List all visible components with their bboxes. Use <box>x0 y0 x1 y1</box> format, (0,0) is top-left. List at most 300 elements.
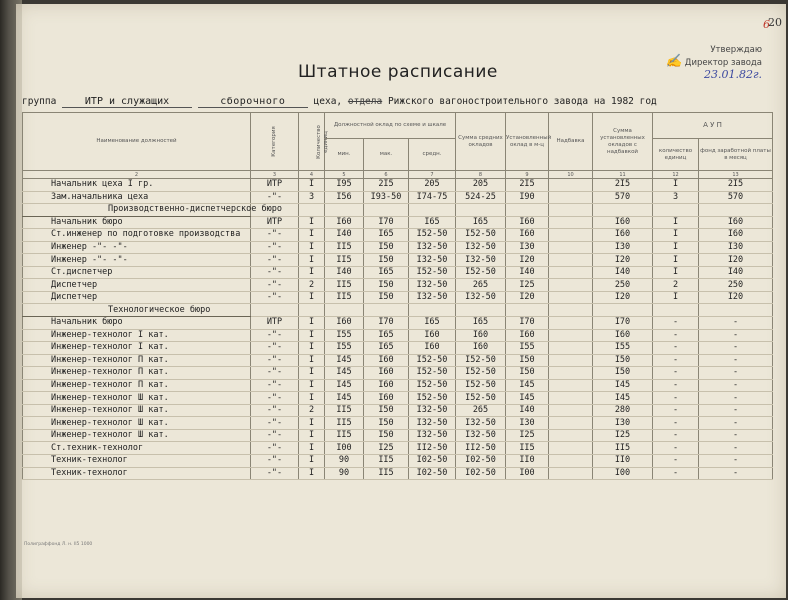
cell-min: I55 <box>325 329 364 342</box>
cell-avg: I32-50 <box>409 279 456 292</box>
cell-aupf: I40 <box>699 266 773 279</box>
column-number: 12 <box>653 171 699 179</box>
cell-est: I30 <box>506 417 549 430</box>
cell-sumest <box>593 204 653 217</box>
cell-max: I50 <box>364 429 409 442</box>
position-name: Техник-технолог <box>23 467 251 480</box>
position-name: Инженер-технолог Ш кат. <box>23 392 251 405</box>
cell-est: I45 <box>506 379 549 392</box>
cell-aupf: 2I5 <box>699 179 773 192</box>
cell-count: I <box>299 392 325 405</box>
table-row <box>23 279 773 292</box>
cell-aupc <box>653 304 699 317</box>
cell-bonus <box>549 379 593 392</box>
cell-min: I60 <box>325 216 364 229</box>
cell-avg: I02-50 <box>409 467 456 480</box>
cell-cat: -"- <box>251 367 299 380</box>
position-name: Инженер -"- -"- <box>23 254 251 267</box>
cell-count: I <box>299 229 325 242</box>
approval-line1: Утверждаю <box>710 45 762 55</box>
cell-cat: ИТР <box>251 216 299 229</box>
cell-aupf: - <box>699 329 773 342</box>
cell-aupc: I <box>653 254 699 267</box>
position-name: Инженер-технолог П кат. <box>23 379 251 392</box>
cell-aupc <box>653 204 699 217</box>
cell-count: 2 <box>299 279 325 292</box>
cell-avg: I32-50 <box>409 291 456 304</box>
struck-word: отдела <box>347 96 383 107</box>
approval-block <box>666 44 762 81</box>
column-number: 3 <box>251 171 299 179</box>
cell-min: I56 <box>325 191 364 204</box>
table-row <box>23 404 773 417</box>
cell-sumest: II0 <box>593 455 653 468</box>
cell-sumest: I50 <box>593 367 653 380</box>
print-footer: Полиграффонд Л. н. II5 1000 <box>24 542 93 547</box>
table-row <box>23 442 773 455</box>
cell-max: I65 <box>364 329 409 342</box>
cell-count: 2 <box>299 404 325 417</box>
cell-bonus <box>549 429 593 442</box>
table-row <box>23 317 773 330</box>
cell-aupf: - <box>699 429 773 442</box>
cell-cat: ИТР <box>251 179 299 192</box>
col-bonus-header: Надбавка <box>549 113 593 171</box>
cell-max: II5 <box>364 455 409 468</box>
cell-aupc: - <box>653 329 699 342</box>
cell-sumest: I45 <box>593 392 653 405</box>
position-name: Инженер-технолог П кат. <box>23 367 251 380</box>
cell-est: I55 <box>506 342 549 355</box>
cell-aupf: - <box>699 317 773 330</box>
cell-count: I <box>299 354 325 367</box>
cell-sum: 265 <box>456 404 506 417</box>
cell-est: I40 <box>506 404 549 417</box>
cell-max: I93-50 <box>364 191 409 204</box>
cell-est: I45 <box>506 392 549 405</box>
cell-est: I60 <box>506 216 549 229</box>
cell-aupc: - <box>653 455 699 468</box>
cell-sumest: I60 <box>593 329 653 342</box>
cell-bonus <box>549 367 593 380</box>
cell-sumest: I30 <box>593 241 653 254</box>
cell-count: I <box>299 417 325 430</box>
column-number: 9 <box>506 171 549 179</box>
cell-bonus <box>549 417 593 430</box>
column-number: 4 <box>299 171 325 179</box>
table-row <box>23 254 773 267</box>
cell-max: I50 <box>364 404 409 417</box>
col-aup-fund-header: фонд заработной платы в месяц <box>699 139 773 171</box>
cell-avg: I32-50 <box>409 429 456 442</box>
cell-bonus <box>549 229 593 242</box>
col-aup-count-header: количество единиц <box>653 139 699 171</box>
section-row <box>23 204 773 217</box>
cell-sum: I02-50 <box>456 455 506 468</box>
position-name: Инженер-технолог Ш кат. <box>23 417 251 430</box>
cell-max: I70 <box>364 216 409 229</box>
cell-aupc: - <box>653 392 699 405</box>
col-sum-avg-header: Сумма средних окладов <box>456 113 506 171</box>
cell-aupc: - <box>653 429 699 442</box>
cell-aupc: - <box>653 379 699 392</box>
cell-aupc: - <box>653 367 699 380</box>
cell-cat <box>251 304 299 317</box>
cell-count: I <box>299 429 325 442</box>
cell-max: I60 <box>364 367 409 380</box>
cell-bonus <box>549 442 593 455</box>
cell-count: I <box>299 254 325 267</box>
cell-sum: II2-50 <box>456 442 506 455</box>
group-label: группа <box>22 96 57 107</box>
table-row <box>23 367 773 380</box>
position-name: Инженер -"- -"- <box>23 241 251 254</box>
cell-sumest: I45 <box>593 379 653 392</box>
cell-sum: I32-50 <box>456 254 506 267</box>
cell-min: II5 <box>325 291 364 304</box>
table-row <box>23 329 773 342</box>
cell-est <box>506 204 549 217</box>
section-row <box>23 304 773 317</box>
column-number: 5 <box>325 171 364 179</box>
cell-min: II5 <box>325 417 364 430</box>
col-salary-group-header: Должностной оклад по схеме и шкале <box>325 113 456 139</box>
cell-sumest: I55 <box>593 342 653 355</box>
cell-aupf: 250 <box>699 279 773 292</box>
cell-est <box>506 304 549 317</box>
cell-max: I60 <box>364 354 409 367</box>
cell-avg: I74-75 <box>409 191 456 204</box>
cell-aupf: - <box>699 342 773 355</box>
cell-sumest: I40 <box>593 266 653 279</box>
cell-bonus <box>549 329 593 342</box>
cell-cat: -"- <box>251 392 299 405</box>
cell-sumest: 2I5 <box>593 179 653 192</box>
cell-max: I65 <box>364 229 409 242</box>
cell-max: I60 <box>364 379 409 392</box>
year-label: на 1982 год <box>593 96 657 107</box>
table-row <box>23 417 773 430</box>
cell-count <box>299 204 325 217</box>
column-number: 6 <box>364 171 409 179</box>
cell-sum <box>456 204 506 217</box>
cell-cat: -"- <box>251 279 299 292</box>
cell-sum: I52-50 <box>456 392 506 405</box>
cell-sum: I52-50 <box>456 229 506 242</box>
cell-max: I50 <box>364 291 409 304</box>
cell-aupc: 2 <box>653 279 699 292</box>
cell-avg: I52-50 <box>409 392 456 405</box>
cell-cat: -"- <box>251 442 299 455</box>
cell-sumest <box>593 304 653 317</box>
cell-aupf: - <box>699 379 773 392</box>
cell-sumest: I20 <box>593 254 653 267</box>
cell-est: I60 <box>506 229 549 242</box>
cell-count: I <box>299 317 325 330</box>
table-row <box>23 266 773 279</box>
cell-max <box>364 304 409 317</box>
cell-bonus <box>549 266 593 279</box>
cell-count: I <box>299 216 325 229</box>
cell-aupf: I60 <box>699 229 773 242</box>
cell-avg: I32-50 <box>409 417 456 430</box>
cell-est: I30 <box>506 241 549 254</box>
cell-aupf: - <box>699 354 773 367</box>
cell-sumest: I50 <box>593 354 653 367</box>
cell-cat: ИТР <box>251 317 299 330</box>
cell-max: I50 <box>364 279 409 292</box>
cell-avg: II2-50 <box>409 442 456 455</box>
page-mark-number: 20 <box>768 16 782 29</box>
cell-min: I00 <box>325 442 364 455</box>
signature-icon: ✍ <box>665 54 683 69</box>
cell-avg: I32-50 <box>409 404 456 417</box>
cell-aupc: - <box>653 354 699 367</box>
cell-min: I95 <box>325 179 364 192</box>
cell-max: 2I5 <box>364 179 409 192</box>
cell-max: I70 <box>364 317 409 330</box>
cell-sumest: 250 <box>593 279 653 292</box>
cell-aupc: - <box>653 467 699 480</box>
cell-aupc: - <box>653 417 699 430</box>
cell-aupc: - <box>653 404 699 417</box>
cell-max: II5 <box>364 467 409 480</box>
cell-bonus <box>549 279 593 292</box>
cell-min <box>325 304 364 317</box>
cell-count: I <box>299 329 325 342</box>
column-number: 7 <box>409 171 456 179</box>
cell-est: II0 <box>506 455 549 468</box>
cell-cat: -"- <box>251 291 299 304</box>
table-row <box>23 392 773 405</box>
document-sheet <box>16 4 786 598</box>
cell-sum: I60 <box>456 342 506 355</box>
cell-cat: -"- <box>251 467 299 480</box>
cell-cat: -"- <box>251 241 299 254</box>
cell-avg: I60 <box>409 342 456 355</box>
cell-sum: I52-50 <box>456 379 506 392</box>
cell-min: II5 <box>325 254 364 267</box>
position-name: Ст.инженер по подготовке производства <box>23 229 251 242</box>
cell-aupf: I20 <box>699 291 773 304</box>
cell-aupf: - <box>699 417 773 430</box>
cell-min: I45 <box>325 392 364 405</box>
org-name: Рижского вагоностроительного завода <box>387 96 589 107</box>
cell-bonus <box>549 191 593 204</box>
cell-aupc: - <box>653 342 699 355</box>
cell-sumest: II5 <box>593 442 653 455</box>
cell-avg: I65 <box>409 216 456 229</box>
table-row <box>23 342 773 355</box>
cell-est: I00 <box>506 467 549 480</box>
table-row <box>23 229 773 242</box>
cell-aupc: I <box>653 266 699 279</box>
table-row <box>23 379 773 392</box>
cell-sum: I52-50 <box>456 266 506 279</box>
cell-min: 90 <box>325 467 364 480</box>
cell-est: II5 <box>506 442 549 455</box>
cell-bonus <box>549 354 593 367</box>
cell-cat: -"- <box>251 342 299 355</box>
cell-min: I40 <box>325 229 364 242</box>
cell-min: I45 <box>325 379 364 392</box>
cell-cat: -"- <box>251 329 299 342</box>
table-row <box>23 467 773 480</box>
staff-table <box>22 112 773 480</box>
cell-bonus <box>549 317 593 330</box>
col-established-header: Установленный оклад в м-ц <box>506 113 549 171</box>
cell-sumest: I60 <box>593 216 653 229</box>
cell-sumest: I00 <box>593 467 653 480</box>
cell-avg: I52-50 <box>409 266 456 279</box>
table-row <box>23 455 773 468</box>
cell-aupc: - <box>653 442 699 455</box>
cell-count: I <box>299 179 325 192</box>
table-row <box>23 241 773 254</box>
cell-aupf: - <box>699 455 773 468</box>
column-number: 8 <box>456 171 506 179</box>
cell-avg: 205 <box>409 179 456 192</box>
cell-bonus <box>549 304 593 317</box>
cell-count: I <box>299 379 325 392</box>
page-mark-red: 6 <box>763 18 770 31</box>
position-name: Техник-технолог <box>23 455 251 468</box>
cell-bonus <box>549 204 593 217</box>
cell-bonus <box>549 179 593 192</box>
cell-sum: I52-50 <box>456 354 506 367</box>
table-row <box>23 354 773 367</box>
cell-aupc: I <box>653 291 699 304</box>
cell-sum: I52-50 <box>456 367 506 380</box>
cell-aupf: - <box>699 404 773 417</box>
cell-max: I65 <box>364 266 409 279</box>
col-name-header: Наименование должностей <box>23 113 251 171</box>
cell-est: 2I5 <box>506 179 549 192</box>
col-avg-header: средн. <box>409 139 456 171</box>
cell-avg: I32-50 <box>409 241 456 254</box>
table-row <box>23 291 773 304</box>
cell-max: I65 <box>364 342 409 355</box>
cell-cat: -"- <box>251 455 299 468</box>
cell-aupf <box>699 304 773 317</box>
cell-cat: -"- <box>251 266 299 279</box>
cell-aupc: I <box>653 216 699 229</box>
cell-sum: 265 <box>456 279 506 292</box>
cell-sumest: 570 <box>593 191 653 204</box>
col-category-header: Категория <box>251 113 299 171</box>
cell-aupf: - <box>699 467 773 480</box>
cell-sum <box>456 304 506 317</box>
col-max-header: мак. <box>364 139 409 171</box>
cell-count: I <box>299 241 325 254</box>
cell-aupf: - <box>699 392 773 405</box>
cell-bonus <box>549 216 593 229</box>
position-name: Диспетчер <box>23 279 251 292</box>
column-number-row <box>23 171 773 179</box>
cell-avg: I52-50 <box>409 229 456 242</box>
shop-label: цеха, <box>313 96 343 107</box>
cell-sum: I65 <box>456 317 506 330</box>
cell-bonus <box>549 392 593 405</box>
cell-avg: I52-50 <box>409 354 456 367</box>
cell-sum: 205 <box>456 179 506 192</box>
cell-cat: -"- <box>251 379 299 392</box>
cell-max: I60 <box>364 392 409 405</box>
cell-avg: I52-50 <box>409 379 456 392</box>
position-name: Инженер-технолог П кат. <box>23 354 251 367</box>
cell-sum: 524-25 <box>456 191 506 204</box>
cell-cat: -"- <box>251 417 299 430</box>
cell-max: I50 <box>364 254 409 267</box>
cell-aupc: I <box>653 179 699 192</box>
cell-avg <box>409 304 456 317</box>
cell-min: II5 <box>325 241 364 254</box>
cell-min: I45 <box>325 354 364 367</box>
table-row <box>23 429 773 442</box>
cell-max: I50 <box>364 241 409 254</box>
section-title: Производственно-диспетчерское бюро <box>23 204 251 217</box>
cell-aupf: I60 <box>699 216 773 229</box>
cell-aupc: - <box>653 317 699 330</box>
section-title: Технологическое бюро <box>23 304 251 317</box>
document-title: Штатное расписание <box>298 62 498 82</box>
cell-bonus <box>549 254 593 267</box>
cell-est: I20 <box>506 254 549 267</box>
cell-aupc: 3 <box>653 191 699 204</box>
cell-aupc: I <box>653 229 699 242</box>
cell-cat: -"- <box>251 429 299 442</box>
cell-max: I25 <box>364 442 409 455</box>
cell-cat: -"- <box>251 354 299 367</box>
cell-aupf: - <box>699 367 773 380</box>
cell-min: II5 <box>325 279 364 292</box>
cell-sumest: I30 <box>593 417 653 430</box>
cell-cat: -"- <box>251 191 299 204</box>
cell-bonus <box>549 455 593 468</box>
cell-sum: I65 <box>456 216 506 229</box>
cell-max: I50 <box>364 417 409 430</box>
cell-est: I20 <box>506 291 549 304</box>
cell-est: I25 <box>506 279 549 292</box>
cell-avg: I60 <box>409 329 456 342</box>
table-body <box>23 179 773 480</box>
cell-avg: I02-50 <box>409 455 456 468</box>
approval-date: 23.01.82г. <box>703 68 762 81</box>
cell-count: I <box>299 266 325 279</box>
cell-est: I25 <box>506 429 549 442</box>
cell-avg <box>409 204 456 217</box>
cell-aupc: I <box>653 241 699 254</box>
col-min-header: мин. <box>325 139 364 171</box>
position-name: Инженер-технолог I кат. <box>23 342 251 355</box>
table-row <box>23 179 773 192</box>
cell-sum: I60 <box>456 329 506 342</box>
cell-min: II5 <box>325 404 364 417</box>
cell-count <box>299 304 325 317</box>
cell-est: I70 <box>506 317 549 330</box>
cell-cat: -"- <box>251 404 299 417</box>
cell-aupf <box>699 204 773 217</box>
column-number: 11 <box>593 171 653 179</box>
cell-count: I <box>299 455 325 468</box>
cell-est: I90 <box>506 191 549 204</box>
cell-count: I <box>299 291 325 304</box>
cell-min <box>325 204 364 217</box>
col-sum-established-header: Сумма установленных окладов с надбавкой <box>593 113 653 171</box>
cell-min: 90 <box>325 455 364 468</box>
cell-aupf: - <box>699 442 773 455</box>
cell-min: I60 <box>325 317 364 330</box>
